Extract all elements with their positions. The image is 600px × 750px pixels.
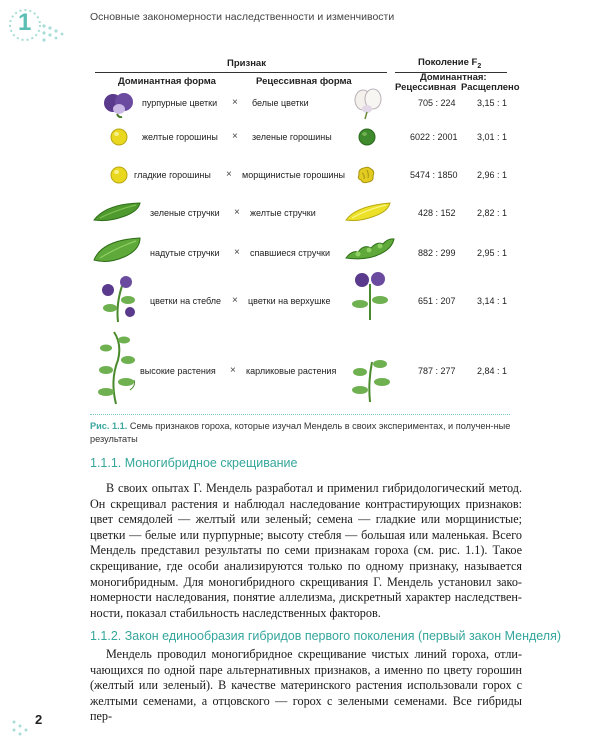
dominant-trait: цветки на стебле [150,296,222,306]
terminal-flower-plant-icon [348,270,392,322]
green-pea-icon [358,128,376,146]
chapter-number: 1 [18,9,32,36]
cross-sign: × [232,97,238,108]
smooth-pea-icon [110,166,128,184]
ratio-value: 787 : 277 [418,366,456,376]
tall-plant-icon [92,330,140,406]
dominant-trait: зеленые стручки [150,208,220,218]
split-value: 2,82 : 1 [477,208,508,218]
split-value: 2,96 : 1 [477,170,508,180]
dominant-trait: гладкие горошины [134,170,211,180]
dominant-trait: пурпурные цветки [142,98,218,108]
inflated-pod-icon [92,236,144,264]
decorative-dots-icon [40,22,100,52]
ratio-value: 6022 : 2001 [410,132,458,142]
yellow-pea-icon [110,128,128,146]
section-heading: 1.1.2. Закон единообразия гибридов первого поколения (первый закон Менделя) [90,629,562,643]
wrinkled-pea-icon [356,165,376,185]
header-ratio-1: Доминантная: [420,72,487,83]
section-paragraph: Мендель проводил моногибридное скрещивание чистых линий гороха, отли-чающихся по одной паре альтернативных признаков, а именно по цвету горошин (желтый или зеленый). В качестве материнского растения использовали горох с желтыми семенами, а отцовского — горох с зелеными семенами. Все гибриды пер- [90,647,522,724]
recessive-trait: спавшиеся стручки [250,248,330,258]
dominant-trait: желтые горошины [142,132,218,142]
recessive-trait: белые цветки [252,98,309,108]
caption-separator [90,414,510,415]
white-flower-icon [353,86,383,120]
ratio-value: 705 : 224 [418,98,456,108]
green-pod-icon [92,200,144,224]
header-recessive: Рецессивная форма [256,76,352,87]
split-value: 3,01 : 1 [477,132,508,142]
dwarf-plant-icon [348,352,394,404]
split-value: 3,14 : 1 [477,296,508,306]
ratio-value: 5474 : 1850 [410,170,458,180]
recessive-trait: карликовые растения [246,366,337,376]
page-number: 2 [35,712,43,727]
recessive-trait: зеленые горошины [252,132,332,142]
header-trait: Признак [227,58,266,69]
header-split: Расщеплено [461,82,520,93]
cross-sign: × [230,365,236,376]
ratio-value: 428 : 152 [418,208,456,218]
header-ratio-2: Рецессивная [395,82,457,93]
yellow-pod-icon [344,200,394,224]
running-title: Основные закономерности наследственности и изменчивости [90,11,395,23]
axial-flower-plant-icon [96,274,142,324]
cross-sign: × [226,169,232,180]
header-dominant: Доминантная форма [118,76,216,87]
section-paragraph: В своих опытах Г. Мендель разработал и применил гибридологический метод. Он скрещивал растения и наблюдал наследование контрастирующих признаков: цвет семядолей — желтый или зеленый; семена — гладкие или морщинистые; цветки — белые или пурпурные; высоту стебля — большая или маленькая. Всего Мендель представил результаты по семи признакам гороха (см. рис. 1.1). Такое скрещивание, где особи анализируются только по одному признаку, называется моногибридным. Для моногибридного скрещивания Г. Мендель установил зако-номерности наследования, понятие аллелизма, дискретный характер наследствен-ности, показал стабильность наследственных факторов. [90,481,522,620]
figure-caption: Рис. 1.1. Семь признаков гороха, которые изучал Мендель в своих экспериментах, и получен-ные результаты [90,421,511,444]
purple-flower-icon [103,92,135,118]
ratio-value: 651 : 207 [418,296,456,306]
section-heading: 1.1.1. Моногибридное скрещивание [90,456,298,470]
recessive-trait: цветки на верхушке [248,296,331,306]
cross-sign: × [232,295,238,306]
recessive-trait: морщинистые горошины [242,170,346,180]
footer-dots-icon [10,718,34,742]
cross-sign: × [234,207,240,218]
split-value: 2,84 : 1 [477,366,508,376]
cross-sign: × [232,131,238,142]
dominant-trait: надутые стручки [150,248,220,258]
header-generation: Поколение $F_2$ [418,57,482,70]
split-value: 2,95 : 1 [477,248,508,258]
ratio-value: 882 : 299 [418,248,456,258]
split-value: 3,15 : 1 [477,98,508,108]
recessive-trait: желтые стручки [250,208,316,218]
constricted-pod-icon [344,236,396,264]
header-rule-left [95,72,387,73]
cross-sign: × [234,247,240,258]
dominant-trait: высокие растения [140,366,216,376]
